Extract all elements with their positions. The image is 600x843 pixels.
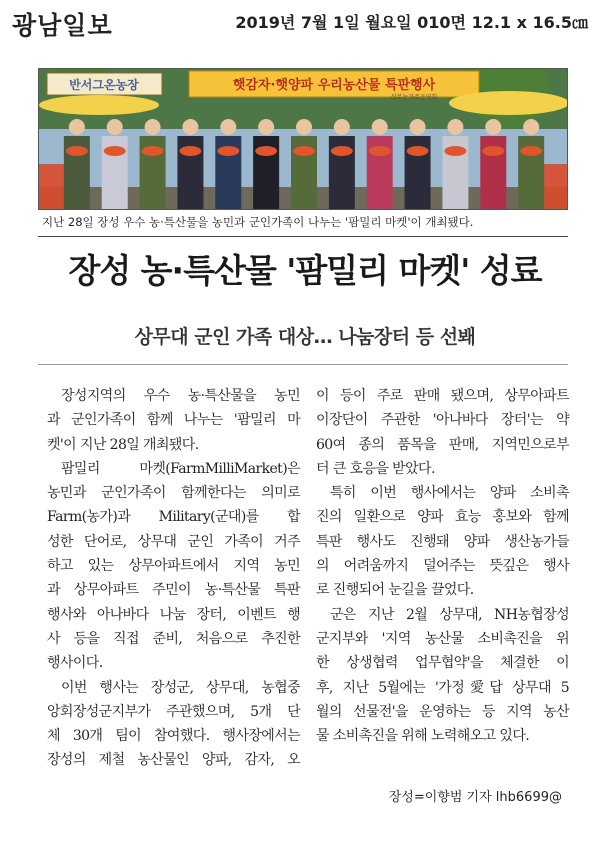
article-line: 체 30개 팀이 참여했다. 행사장에서는 [47, 728, 300, 745]
article-line: 행사와 아나바다 나눔 장터, 이벤트 행 [47, 606, 300, 623]
person-head [69, 119, 85, 135]
article-line: 성한 단어로, 상무대 군인 가족이 거주 [47, 533, 300, 550]
article-line: 특히 이번 행사에서는 양파 소비촉 [330, 485, 569, 502]
subheadline: 상무대 군인 가족 대상… 나눔장터 등 선봬 [134, 326, 476, 348]
article-line: 진의 일환으로 양파 효능 홍보와 함께 [316, 509, 569, 526]
produce-basket [444, 146, 466, 156]
produce-basket [520, 146, 542, 156]
article-line: 앙회장성군지부가 주관했으며, 5개 단 [47, 703, 300, 720]
article-line: 이 등이 주로 판매 됐으며, 상무아파트 [316, 388, 569, 404]
photo-banner-left-text: 반서그온농장 [69, 78, 139, 92]
article-photo [38, 68, 568, 210]
person-head [258, 119, 274, 135]
article-line: 터 큰 호응을 받았다. [316, 460, 435, 477]
article-line: 사 등을 직접 준비, 처음으로 추진한 [47, 630, 300, 647]
person-head [485, 119, 501, 135]
produce-basket [142, 146, 164, 156]
person-head [410, 119, 426, 135]
article-line: 장성의 제철 농산물인 양파, 감자, 오 [47, 752, 300, 769]
person-head [107, 119, 123, 135]
produce-basket [482, 146, 504, 156]
article-line: Farm(농가)과 Military(군대)를 합 [47, 509, 300, 526]
person-head [220, 119, 236, 135]
masthead [12, 4, 588, 38]
person-head [182, 119, 198, 135]
article-line: 켓'이 지난 28일 개최됐다. [47, 436, 199, 453]
produce-basket [179, 146, 201, 156]
photo-caption: 지난 28일 장성 우수 농·특산물을 농민과 군인가족이 나누는 '팜밀리 마켓'이 개최됐다. [42, 215, 474, 229]
article-line: 물 소비촉진을 위해 노력해오고 있다. [316, 728, 530, 745]
article-line: 과 상무아파트 주민이 농·특산물 특판 [47, 582, 300, 599]
article-line: 의 어려움까지 덜어주는 뜻깊은 행사 [316, 558, 569, 575]
produce-basket [369, 146, 391, 156]
produce-basket [217, 146, 239, 156]
person-head [334, 119, 350, 135]
produce-basket [255, 146, 277, 156]
article-line: 팜밀리 마켓(FarmMilliMarket)은 [61, 460, 300, 477]
byline: 장성=이향범 기자 lhb6699@ [388, 790, 562, 805]
article-line: 60여 종의 품목을 판매, 지역민으로부 [316, 436, 569, 453]
article-line: 특판 행사도 진행돼 양파 생산농가들 [316, 533, 569, 550]
article-line: 이번 행사는 장성군, 상무대, 농협중 [61, 679, 300, 696]
photo-banner-main-text: 햇감자·햇양파 우리농산물 특판행사 [232, 78, 436, 93]
divider [38, 236, 568, 237]
produce-basket [293, 146, 315, 156]
article-line: 장성지역의 우수 농·특산물을 농민 [61, 388, 300, 404]
article-line: 후, 지난 5월에는 '가정愛답 상무대 5 [316, 679, 569, 696]
photo-umbrella [39, 95, 159, 115]
person-head [447, 119, 463, 135]
article-line: 월의 선물전'을 운영하는 등 지역 농산 [316, 703, 569, 720]
photo-banner-sub-text: 상무농가주공영회 [390, 94, 438, 101]
person-head [372, 119, 388, 135]
article-column-right [316, 384, 569, 748]
issue-info: 2019년 7월 1일 월요일 010면 12.1 x 16.5㎝ [235, 13, 588, 32]
photo-umbrella [449, 91, 568, 115]
article-line: 로 진행되어 눈길을 끌었다. [316, 582, 474, 599]
headline: 장성 농·특산물 '팜밀리 마켓' 성료 [68, 251, 542, 290]
divider [38, 364, 568, 365]
article-line: 행사이다. [47, 655, 103, 672]
newspaper-name: 광남일보 [12, 11, 113, 40]
article-column-left [47, 384, 300, 773]
article-line: 군은 지난 2월 상무대, NH농협장성 [330, 606, 569, 623]
article-line: 과 군인가족이 함께 나누는 '팜밀리 마 [47, 412, 300, 429]
article-line: 농민과 군인가족이 함께한다는 의미로 [47, 485, 300, 502]
produce-basket [407, 146, 429, 156]
produce-basket [66, 146, 88, 156]
article-line: 한 상생협력 업무협약'을 체결한 이 [316, 655, 569, 672]
article-line: 이장단이 주관한 '아나바다 장터'는 약 [316, 412, 569, 429]
article-line: 군지부와 '지역 농산물 소비촉진을 위 [316, 630, 569, 647]
event-photo-illustration [39, 69, 568, 210]
produce-basket [331, 146, 353, 156]
person-head [296, 119, 312, 135]
person-head [523, 119, 539, 135]
article-line: 하고 있는 상무아파트에서 지역 농민 [47, 558, 300, 575]
produce-basket [104, 146, 126, 156]
person-head [145, 119, 161, 135]
